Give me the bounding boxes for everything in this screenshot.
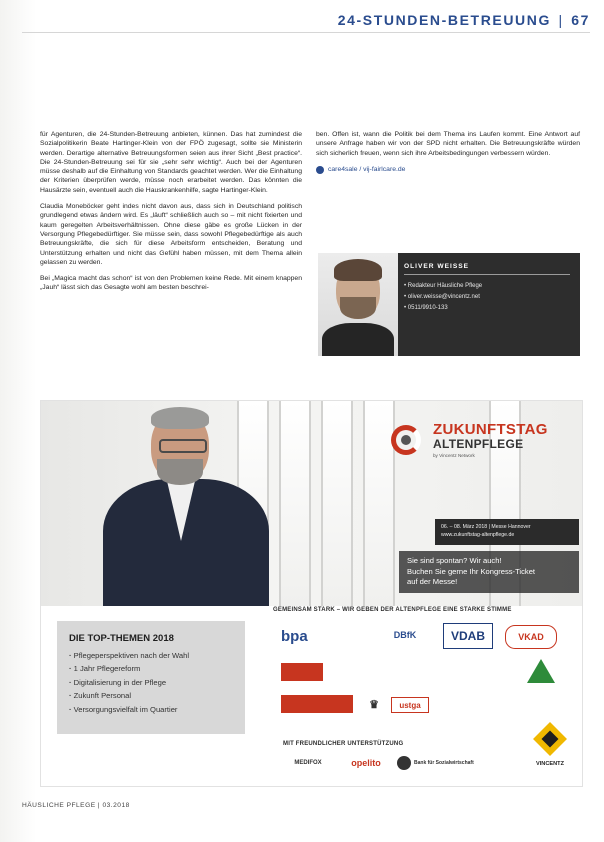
topics-list <box>69 649 233 716</box>
partner-logo <box>397 661 441 683</box>
vincentz-diamond-icon <box>533 722 567 756</box>
ticket-cta-box <box>399 551 579 593</box>
page-footer: HÄUSLICHE PFLEGE | 03.2018 <box>22 802 130 809</box>
article-paragraph: für Agenturen, die 24-Stunden-Betreuung anbieten, künnen. Das hat zumindest die Sozialpolitikerin Beate Hartinger-Klein von der FPÖ zugesagt, sollte sie Ministerin werden. Derartige alternative Betreuungsformen seien aus ihrer Sicht „Best practice“. Die 24-Stunden-Betreuung sei für sie „sehr sehr wichtig“. Auch bei der Agenturen müsse deshalb auf die Einhaltung von Standards geachtet werden. Wer die Einhaltung der Kriterien überprüfen werde, müsse noch erarbeitet werden. Das könnten die Hausärzte sein, eventuell auch die Hauskrankenhilfe, sagte Hartinger-Klein. <box>40 131 302 194</box>
article-paragraph: ben. Offen ist, wann die Politik bei dem Thema ins Laufen kommt. Eine Antwort auf unsere Anfrage haben wir von der SPD nicht erhalten. Die Betreuungskräfte würden sich sicherlich freuen, wenn sich ihre Arbeitsbedingungen verbessern würden. <box>316 131 580 157</box>
partners-section <box>273 607 573 777</box>
page-number: 67 <box>571 12 590 28</box>
topic-item: · Digitalisierung in der Pflege <box>69 676 233 689</box>
sponsor-logo-bank <box>397 755 477 771</box>
section-title: 24-STUNDEN-BETREUUNG <box>337 12 551 28</box>
zukunftstag-emblem-icon <box>391 425 421 455</box>
partner-logo <box>449 661 493 683</box>
article-left-column <box>40 130 302 300</box>
header-separator: | <box>558 12 564 28</box>
cta-line: Sie sind spontan? Wir auch! <box>407 556 502 565</box>
partner-logo <box>281 663 323 681</box>
brand-line-2: ALTENPFLEGE <box>433 437 524 451</box>
author-role: • Redakteur Häusliche Pflege <box>404 283 483 289</box>
source-icon <box>316 166 324 174</box>
article-source <box>316 165 580 174</box>
topics-title: DIE TOP-THEMEN 2018 <box>69 633 174 644</box>
ad-person-photo <box>99 401 269 606</box>
article-right-column <box>316 130 580 174</box>
author-box <box>318 253 580 356</box>
bank-icon <box>397 756 411 770</box>
sponsor-logo-medifox: MEDIFOX <box>294 760 322 766</box>
header-rule <box>22 32 590 33</box>
partner-logo <box>281 695 353 713</box>
brand-line-1: ZUKUNFTSTAG <box>433 421 548 438</box>
ad-photo <box>41 401 582 606</box>
topic-item: · 1 Jahr Pflegereform <box>69 662 233 675</box>
cta-line: auf der Messe! <box>407 577 458 586</box>
support-heading: MIT FREUNDLICHER UNTERSTÜTZUNG <box>283 741 404 747</box>
article-paragraph: Bei „Magica macht das schon“ ist von den Problemen keine Rede. Mit einem knappen „Jauh“ lässt sich das Gesagte wohl am besten beschrei- <box>40 275 302 292</box>
partner-logo-bpa: bpa <box>281 627 308 645</box>
zukunftstag-advertisement[interactable] <box>40 400 583 787</box>
author-email[interactable]: • oliver.weisse@vincentz.net <box>404 294 480 300</box>
bank-name: Bank für Sozialwirtschaft <box>414 760 474 766</box>
author-name: OLIVER WEISSE <box>404 263 470 270</box>
event-date: 06. – 08. März 2018 | Messe Hannover <box>441 524 531 530</box>
source-text: care4sale / vij-fairlcare.de <box>328 165 406 173</box>
sponsor-logo-opelito: opelito <box>351 758 381 768</box>
cta-line: Buchen Sie gerne Ihr Kongress-Ticket <box>407 566 536 576</box>
topic-item: · Pflegeperspektiven nach der Wahl <box>69 649 233 662</box>
event-url[interactable]: www.zukunftstag-altenpflege.de <box>441 532 515 538</box>
author-phone: • 0511/9910-133 <box>404 305 448 311</box>
top-topics-box <box>57 621 245 734</box>
zukunftstag-logo <box>391 421 571 465</box>
author-info <box>404 281 482 314</box>
author-photo <box>318 253 398 356</box>
vincentz-label: VINCENTZ <box>536 761 564 767</box>
topic-item: · Zukunft Personal <box>69 689 233 702</box>
partner-logo-vkad: VKAD <box>505 625 557 649</box>
event-date-box <box>435 519 579 545</box>
vincentz-logo <box>530 727 570 777</box>
partner-logo-vdab: VDAB <box>443 623 493 649</box>
partner-logo-ustga: ustga <box>391 697 429 713</box>
brand-line-3: by Vincentz Network <box>433 453 475 458</box>
author-divider <box>404 274 570 275</box>
partner-logo-dbfk: DBfK <box>393 630 417 640</box>
partners-heading: GEMEINSAM STARK – WIR GEBEN DER ALTENPFLEGE EINE STARKE STIMME <box>273 607 512 613</box>
page-header <box>338 12 590 28</box>
partner-logo-triangle-icon <box>527 659 555 683</box>
partner-logo-crest-icon: ♛ <box>369 698 379 711</box>
article-paragraph: Claudia Moneböcker geht indes nicht davon aus, dass sich in Deutschland politisch grundlegend etwas ändern wird. Es „läuft“ schließlich auch so – mit nicht fixierten und kaum geregelten Arbeitsverhältnissen. Ohne diese gäbe es große Lücken in der Versorgung Pflegebedürftiger. Sie müsse sein, dass sowohl Pflegebedürftige als auch Betreuungskräfte, die sich für diese Arbeitsform entscheiden, Beratung und Unterstützung erhalten und nicht das Gefühl haben müssen, mit dem Thema allein gelassen zu werden. <box>40 203 302 266</box>
topic-item: · Versorgungsvielfalt im Quartier <box>69 703 233 716</box>
partner-logo <box>327 663 387 681</box>
